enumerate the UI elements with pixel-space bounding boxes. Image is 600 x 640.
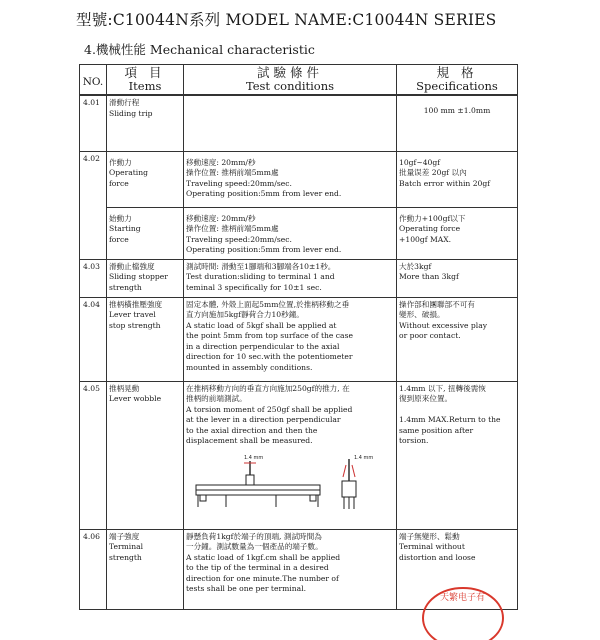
row-number: 4.03: [80, 259, 107, 297]
dim-label-end: 1.4 mm: [354, 455, 374, 462]
item-cell: 推柄晃動 Lever wobble: [107, 381, 184, 529]
col-no-header: NO.: [80, 65, 107, 96]
test-cell: 靜懸負荷1kgf於端子的頂端, 測試時間為 一分鐘。測試數量為一個產品的端子數。 A static load of 1kgf.cm shall be applied to the tip of the terminal in a desired direction for one minute.The number of tests shall be one per terminal.: [184, 529, 397, 609]
col-test-header: 試驗條件 Test conditions: [184, 65, 397, 96]
table-row: [80, 95, 518, 151]
spec-cell: 1.4mm 以下, 扭轉後需恢 復到原來位置。 1.4mm MAX.Return to the same position after torsion.: [397, 381, 518, 529]
svg-text:天繁电子有: 天繁电子有: [440, 593, 486, 603]
item-cell: 滑動行程 Sliding trip: [107, 95, 184, 151]
spec-cell: 大於3kgf More than 3kgf: [397, 259, 518, 297]
test-cell: 固定本體, 外殼上面起5mm位置,於推柄移動之垂 直方向施加5kgf靜荷合力10秒鐘。 A static load of 5kgf shall be applied at the point 5mm from top surface of the case in a direction perpendicular to the axial direction for 10 sec.with the potentiometer mounted in assembly conditions.: [184, 297, 397, 381]
table-row: [80, 259, 518, 297]
company-seal-stamp: [418, 580, 508, 640]
table-row: [80, 151, 518, 207]
spec-cell: 10gf~40gf 批量误差 20gf 以內 Batch error within 20gf: [397, 151, 518, 207]
page-title: 型號:C10044N系列 MODEL NAME:C10044N SERIES: [76, 11, 497, 29]
table-header-row: [80, 65, 518, 96]
col-items-header: 項 目 Items: [107, 65, 184, 96]
section-heading: 4.機械性能 Mechanical characteristic: [84, 42, 315, 57]
item-cell: 端子強度 Terminal strength: [107, 529, 184, 609]
item-cell: 滑動止檔強度 Sliding stopper strength: [107, 259, 184, 297]
table-row: [80, 207, 518, 259]
row-number: 4.04: [80, 297, 107, 381]
item-cell: 始動力 Starting force: [107, 207, 184, 259]
spec-cell: 端子無變形、鬆動 Terminal without distortion and loose: [397, 529, 518, 609]
row-number: 4.02: [80, 151, 107, 259]
item-cell: 推柄橫推壓強度 Lever travel stop strength: [107, 297, 184, 381]
table-row: [80, 297, 518, 381]
test-cell: 測試時間: 滑動至1腳端和3腳端各10±1秒。 Test duration:sliding to terminal 1 and teminal 3 specifically for 10±1 sec.: [184, 259, 397, 297]
test-cell: 在推柄移動方向的垂直方向施加250gf的推力, 在 推柄的前端測試。 A torsion moment of 250gf shall be applied at the lever in a direction perpendicular to the axial direction and then the displacement shall be measured. 1.4 mm 1.4 mm: [184, 381, 397, 529]
spec-cell: 操作部和團聯部不可有 變形、破損。 Without excessive play or poor contact.: [397, 297, 518, 381]
spec-table: [79, 64, 518, 610]
table-row: [80, 381, 518, 529]
dim-label-side: 1.4 mm: [244, 455, 264, 462]
spec-cell: 100 mm ±1.0mm: [397, 95, 518, 151]
test-cell: [184, 95, 397, 151]
row-number: 4.06: [80, 529, 107, 609]
test-cell: 移動速度: 20mm/秒 操作位置: 推柄前端5mm處 Traveling speed:20mm/sec. Operating position:5mm from lever end.: [184, 151, 397, 207]
spec-cell: 作動力+100gf以下 Operating force +100gf MAX.: [397, 207, 518, 259]
col-spec-header: 規 格 Specifications: [397, 65, 518, 96]
item-cell: 作動力 Operating force: [107, 151, 184, 207]
row-number: 4.05: [80, 381, 107, 529]
row-number: 4.01: [80, 95, 107, 151]
test-cell: 移動速度: 20mm/秒 操作位置: 推柄前端5mm處 Traveling speed:20mm/sec. Operating position:5mm from lever end.: [184, 207, 397, 259]
lever-wobble-drawing: [186, 451, 386, 517]
